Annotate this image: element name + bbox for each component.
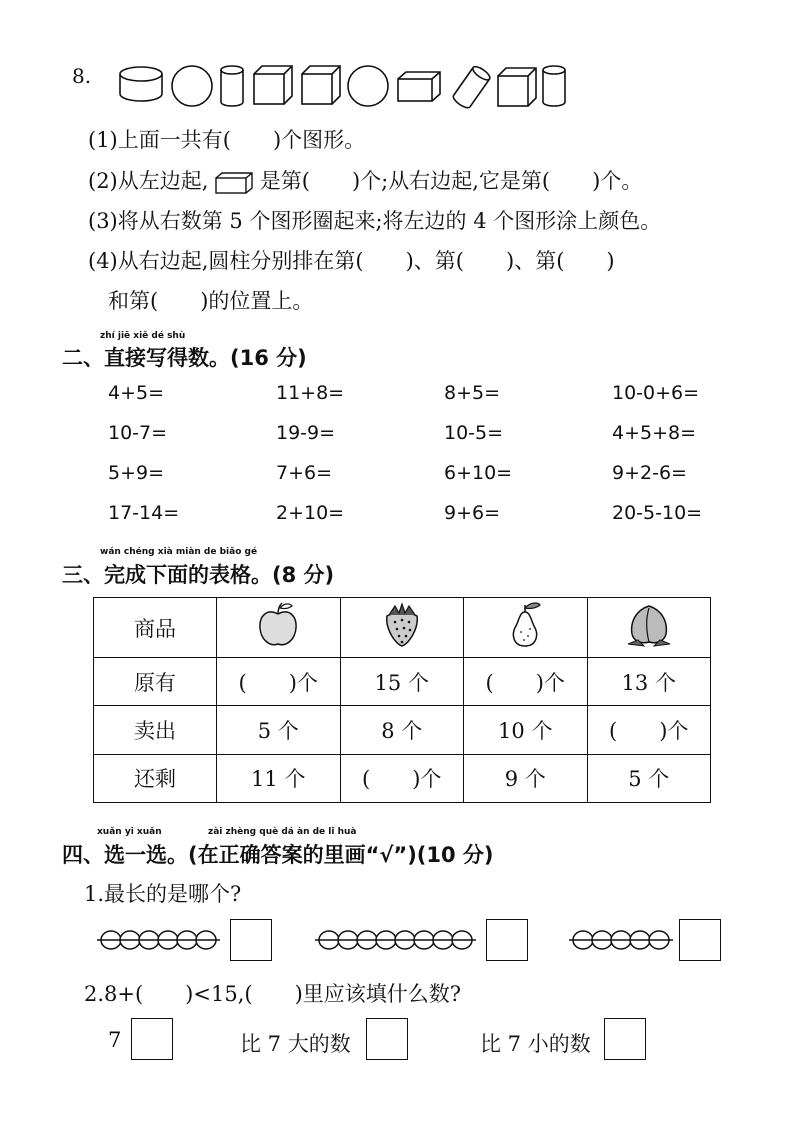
calc-item: 17-14= bbox=[108, 502, 180, 524]
row-label: 还剩 bbox=[94, 754, 217, 802]
bead-string-2 bbox=[315, 931, 476, 949]
section-4-pinyin-a: xuǎn yi xuǎn bbox=[97, 827, 162, 837]
calc-item: 19-9= bbox=[276, 422, 336, 444]
table-cell: 13 个 bbox=[587, 658, 711, 706]
question-8-number: 8. bbox=[72, 64, 92, 88]
bead-string-3 bbox=[569, 931, 673, 949]
table-row bbox=[94, 658, 711, 706]
table-row bbox=[94, 706, 711, 754]
calc-item: 9+6= bbox=[444, 502, 501, 524]
calc-item: 7+6= bbox=[276, 462, 333, 484]
cylinder-icon bbox=[451, 64, 491, 110]
table-cell: 9 个 bbox=[464, 754, 588, 802]
q8-line-2a: (2)从左边起, bbox=[88, 169, 209, 193]
answer-box-3[interactable] bbox=[679, 919, 721, 961]
section-2-pinyin: zhí jiē xiě dé shù bbox=[100, 331, 186, 341]
answer-box-1[interactable] bbox=[230, 919, 272, 961]
cylinder-flat-icon bbox=[120, 67, 162, 101]
cuboid-small-icon bbox=[215, 172, 253, 194]
fruit-cell bbox=[587, 598, 711, 658]
table-cell: 5 个 bbox=[217, 706, 341, 754]
calc-item: 10-7= bbox=[108, 422, 168, 444]
sphere-icon bbox=[348, 66, 388, 106]
answer-box-2[interactable] bbox=[486, 919, 528, 961]
apple-icon bbox=[253, 600, 303, 650]
cylinder-icon bbox=[221, 66, 243, 106]
table-row bbox=[94, 754, 711, 802]
cuboid-icon bbox=[398, 72, 440, 101]
calc-item: 6+10= bbox=[444, 462, 513, 484]
table-cell: 15 个 bbox=[340, 658, 464, 706]
pear-icon bbox=[500, 600, 550, 650]
table-cell: 8 个 bbox=[340, 706, 464, 754]
q2-text: 2.8+( )<15,( )里应该填什么数? bbox=[84, 982, 462, 1006]
section-3-pinyin: wán chéng xià miàn de biǎo gé bbox=[100, 547, 258, 557]
cube-icon bbox=[498, 68, 536, 106]
calc-item: 4+5= bbox=[108, 382, 165, 404]
table-cell: ( )个 bbox=[217, 658, 341, 706]
calc-item: 2+10= bbox=[276, 502, 345, 524]
q8-line-2 bbox=[88, 165, 642, 195]
cube-icon bbox=[254, 66, 292, 104]
q8-line-4: (4)从右边起,圆柱分别排在第( )、第( )、第( ) bbox=[88, 249, 615, 273]
table-cell: ( )个 bbox=[340, 754, 464, 802]
section-4-title: 四、选一选。(在正确答案的里画“√”)(10 分) bbox=[62, 843, 494, 867]
q8-line-3: (3)将从右数第 5 个图形圈起来;将左边的 4 个图形涂上颜色。 bbox=[88, 209, 662, 233]
table-cell: ( )个 bbox=[464, 658, 588, 706]
row-label: 原有 bbox=[94, 658, 217, 706]
section-4-pinyin-b: zài zhèng què dá àn de lǐ huà bbox=[208, 827, 357, 837]
q8-line-1: (1)上面一共有( )个图形。 bbox=[88, 128, 366, 152]
option-box-1[interactable] bbox=[131, 1018, 173, 1060]
calc-item: 4+5+8= bbox=[612, 422, 697, 444]
option-box-2[interactable] bbox=[366, 1018, 408, 1060]
bead-strings bbox=[95, 915, 735, 965]
option-label-3: 比 7 小的数 bbox=[480, 1032, 591, 1056]
row-label: 卖出 bbox=[94, 706, 217, 754]
calc-item: 10-0+6= bbox=[612, 382, 700, 404]
q1-text: 1.最长的是哪个? bbox=[84, 882, 242, 906]
goods-table bbox=[93, 597, 711, 803]
table-cell: 10 个 bbox=[464, 706, 588, 754]
section-3-title: 三、完成下面的表格。(8 分) bbox=[62, 563, 335, 587]
fruit-cell bbox=[340, 598, 464, 658]
calc-item: 10-5= bbox=[444, 422, 504, 444]
calc-item: 5+9= bbox=[108, 462, 165, 484]
table-cell: 11 个 bbox=[217, 754, 341, 802]
calc-item: 8+5= bbox=[444, 382, 501, 404]
table-cell: ( )个 bbox=[587, 706, 711, 754]
table-cell: 5 个 bbox=[587, 754, 711, 802]
option-label-1: 7 bbox=[108, 1028, 122, 1052]
calc-item: 20-5-10= bbox=[612, 502, 703, 524]
fruit-cell bbox=[217, 598, 341, 658]
option-label-2: 比 7 大的数 bbox=[240, 1032, 351, 1056]
table-header-goods: 商品 bbox=[94, 598, 217, 658]
bead-string-1 bbox=[97, 931, 220, 949]
calc-item: 11+8= bbox=[276, 382, 345, 404]
q8-line-5: 和第( )的位置上。 bbox=[108, 289, 314, 313]
q8-line-2b: 是第( )个;从右边起,它是第( )个。 bbox=[259, 169, 643, 193]
calc-item: 9+2-6= bbox=[612, 462, 687, 484]
strawberry-icon bbox=[377, 600, 427, 650]
peach-icon bbox=[622, 600, 676, 650]
cylinder-icon bbox=[543, 66, 565, 106]
option-box-3[interactable] bbox=[604, 1018, 646, 1060]
table-row bbox=[94, 598, 711, 658]
cube-icon bbox=[302, 66, 340, 104]
fruit-cell bbox=[464, 598, 588, 658]
sphere-icon bbox=[172, 66, 212, 106]
solid-shapes-row bbox=[116, 62, 576, 110]
section-2-title: 二、直接写得数。(16 分) bbox=[62, 346, 307, 370]
